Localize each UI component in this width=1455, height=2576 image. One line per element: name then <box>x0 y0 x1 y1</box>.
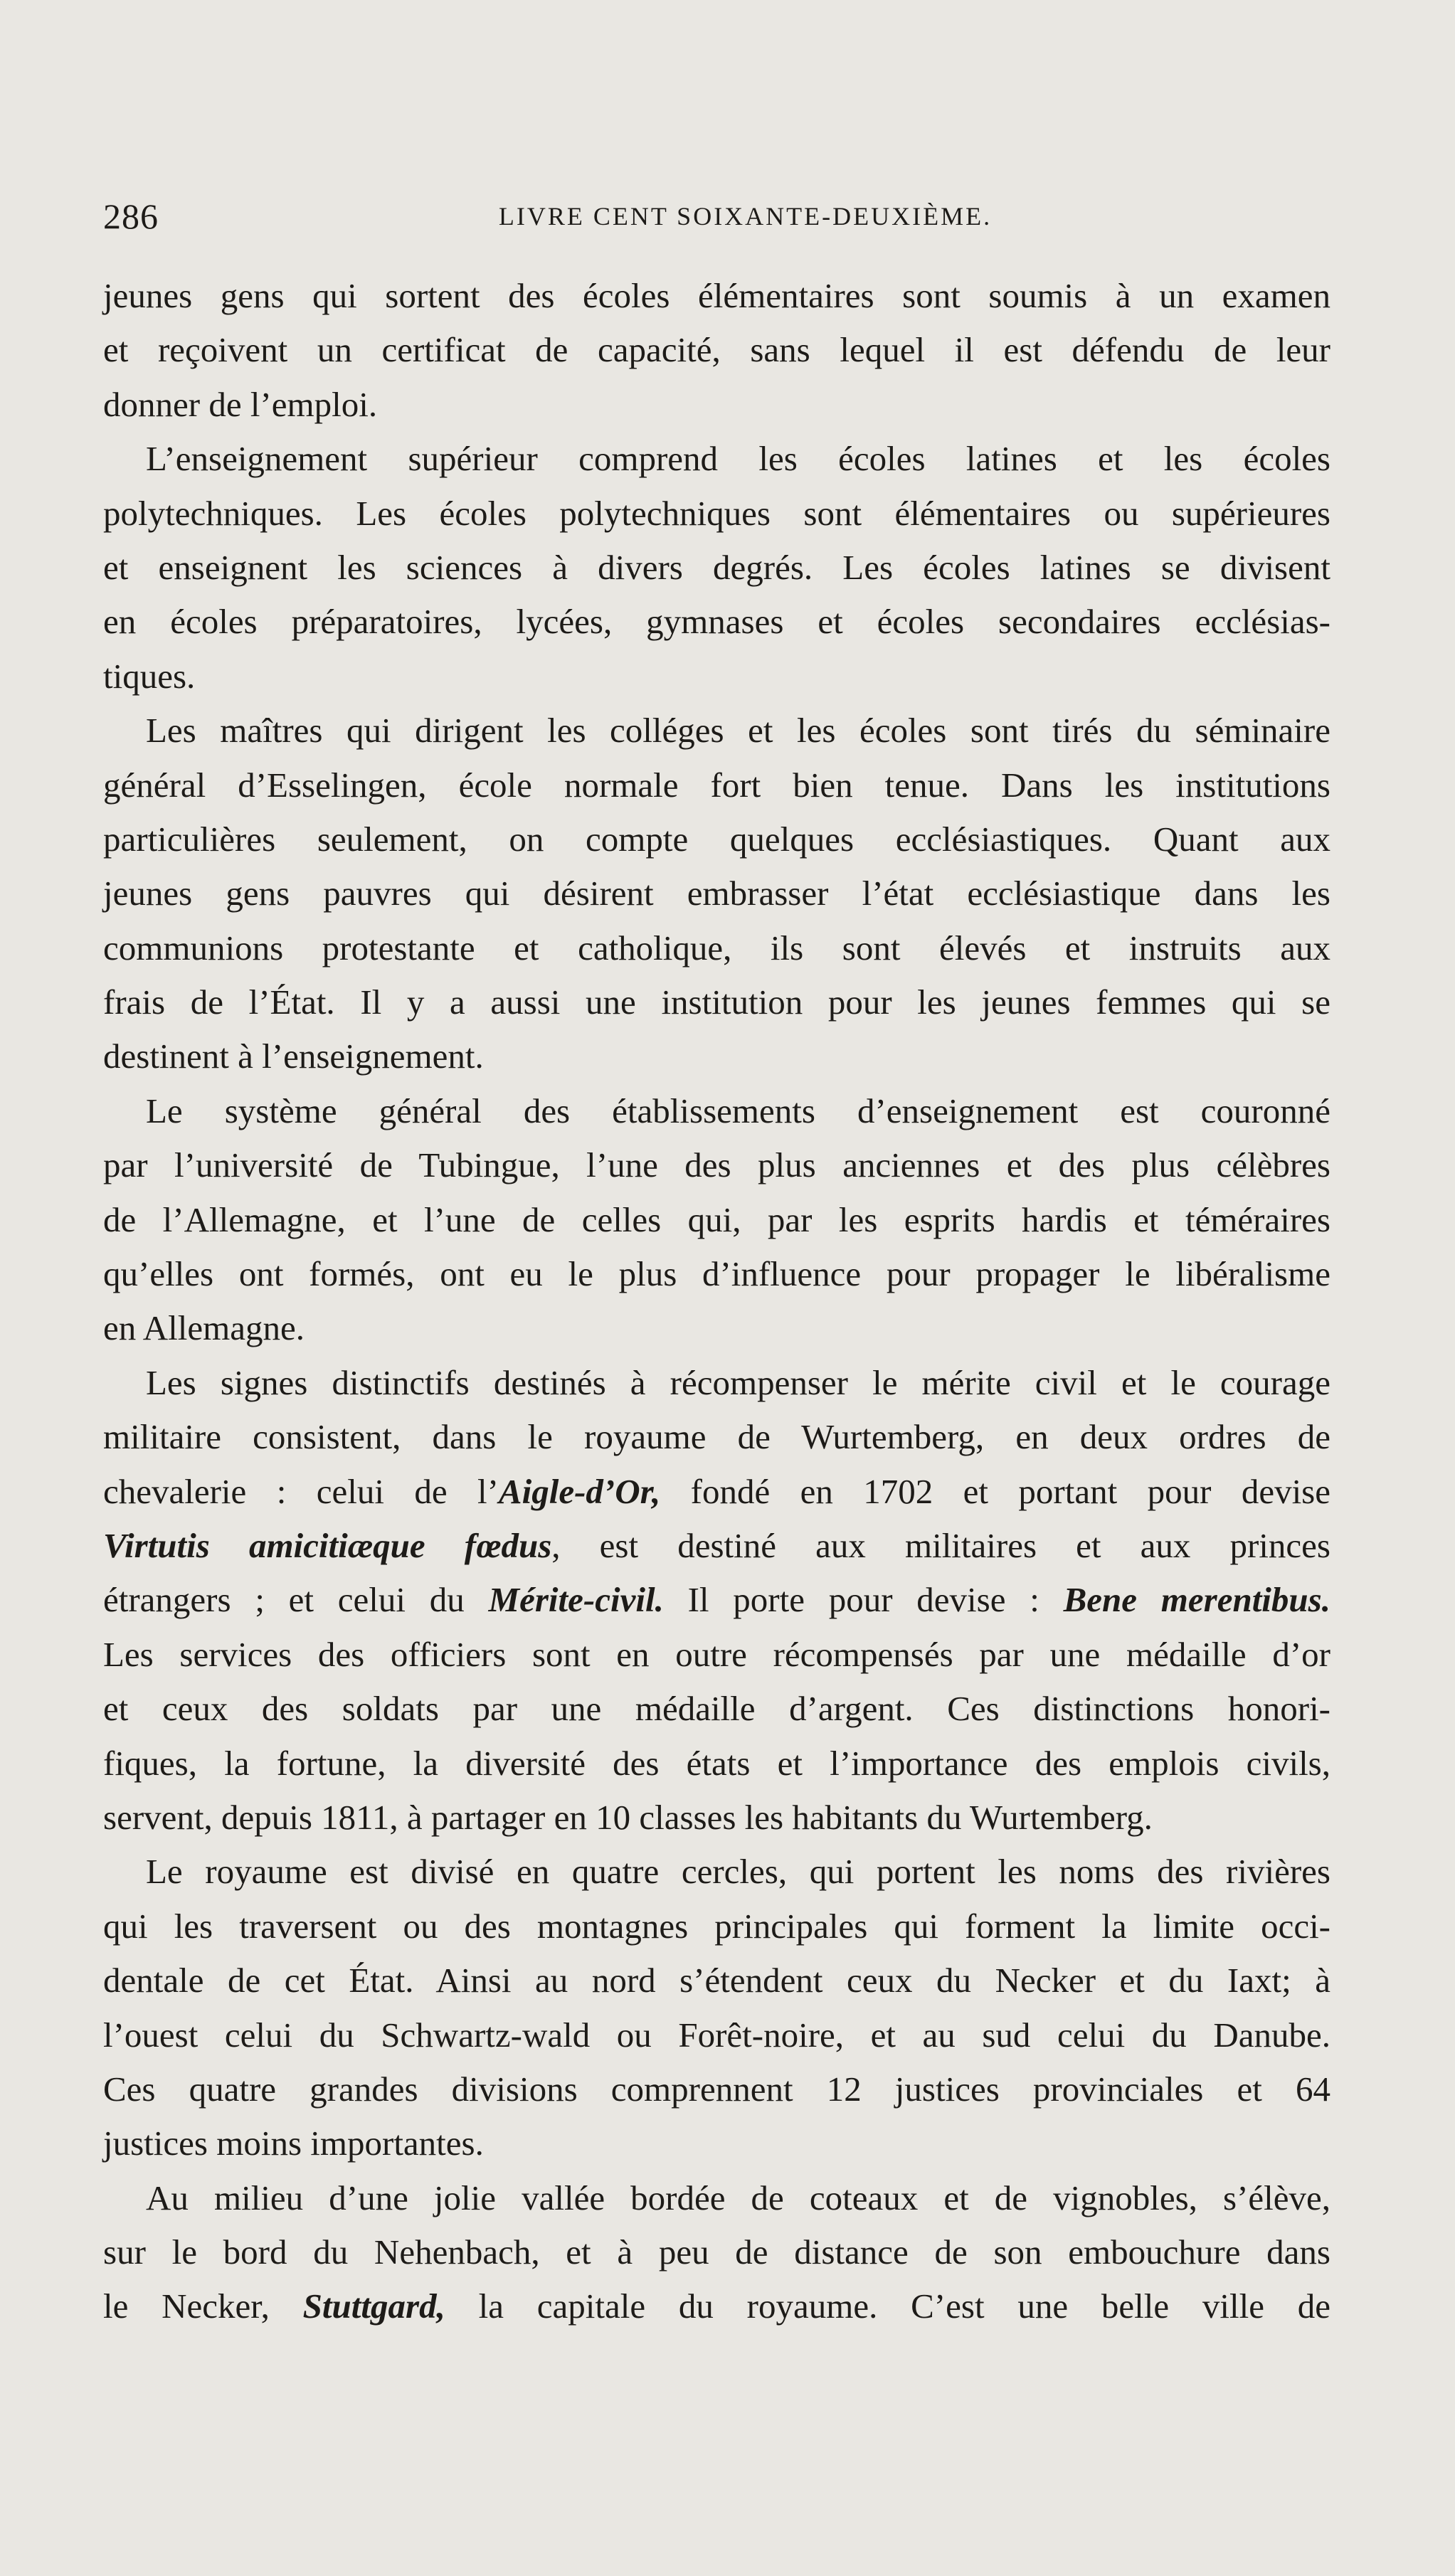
text-line: particulières seulement, on compte quelques ecclésiastiques. Quant aux <box>103 819 1330 859</box>
text-line: et reçoivent un certificat de capacité, sans lequel il est défendu de leur <box>103 330 1330 370</box>
text-line: général d’Esselingen, école normale fort bien tenue. Dans les institutions <box>103 765 1330 805</box>
text-line: Ces quatre grandes divisions comprennent 12 justices provinciales et 64 <box>103 2069 1330 2109</box>
emphasis-text: Stuttgard, <box>302 2286 445 2326</box>
text-line: tiques. <box>103 656 196 696</box>
text-line <box>103 1465 1330 1519</box>
text-line <box>103 2279 1330 2333</box>
text-line: Les maîtres qui dirigent les colléges et les écoles sont tirés du séminaire <box>146 711 1330 751</box>
text-line: fiques, la fortune, la diversité des états et l’importance des emplois civils, <box>103 1743 1330 1783</box>
text-line: sur le bord du Nehenbach, et à peu de distance de son embouchure dans <box>103 2232 1330 2272</box>
text-line: militaire consistent, dans le royaume de Wurtemberg, en deux ordres de <box>103 1417 1330 1457</box>
emphasis-text: Mérite-civil. <box>488 1580 664 1620</box>
text-line: servent, depuis 1811, à partager en 10 classes les habitants du Wurtemberg. <box>103 1797 1153 1837</box>
page-number: 286 <box>103 196 159 236</box>
text-line: communions protestante et catholique, ils sont élevés et instruits aux <box>103 928 1330 968</box>
text-line: Au milieu d’une jolie vallée bordée de coteaux et de vignobles, s’élève, <box>146 2178 1330 2217</box>
text-line <box>103 1519 1330 1573</box>
text-line: qui les traversent ou des montagnes principales qui forment la limite occi- <box>103 1906 1330 1946</box>
text-line: qu’elles ont formés, ont eu le plus d’influence pour propager le libéralisme <box>103 1254 1330 1294</box>
emphasis-text: Bene merentibus. <box>1063 1580 1330 1620</box>
text-run: le Necker, <box>103 2286 303 2326</box>
text-run: la capitale du royaume. C’est une belle ville de <box>445 2286 1330 2326</box>
text-line: par l’université de Tubingue, l’une des plus anciennes et des plus célèbres <box>103 1145 1330 1185</box>
text-line: Les signes distinctifs destinés à récompenser le mérite civil et le courage <box>146 1362 1330 1402</box>
text-line: justices moins importantes. <box>103 2124 484 2163</box>
text-line: jeunes gens qui sortent des écoles élémentaires sont soumis à un examen <box>103 276 1330 315</box>
text-run: chevalerie : celui de l’ <box>103 1471 499 1511</box>
text-line: en écoles préparatoires, lycées, gymnases et écoles secondaires ecclésias- <box>103 602 1330 642</box>
text-line: de l’Allemagne, et l’une de celles qui, par les esprits hardis et téméraires <box>103 1199 1330 1239</box>
text-line <box>103 1573 1330 1627</box>
text-line: Les services des officiers sont en outre récompensés par une médaille d’or <box>103 1634 1330 1674</box>
text-line: jeunes gens pauvres qui désirent embrasser l’état ecclésiastique dans les <box>103 874 1330 913</box>
text-line: frais de l’État. Il y a aussi une institution pour les jeunes femmes qui se <box>103 982 1330 1022</box>
body-text <box>103 269 1330 2334</box>
text-line: L’enseignement supérieur comprend les écoles latines et les écoles <box>146 439 1330 479</box>
text-line: et enseignent les sciences à divers degrés. Les écoles latines se divisent <box>103 547 1330 587</box>
text-line: polytechniques. Les écoles polytechniques sont élémentaires ou supérieures <box>103 493 1330 533</box>
emphasis-text: Virtutis amicitiæque fœdus <box>103 1525 552 1565</box>
text-line: donner de l’emploi. <box>103 384 378 424</box>
text-line: en Allemagne. <box>103 1308 305 1348</box>
text-line: l’ouest celui du Schwartz-wald ou Forêt-noire, et au sud celui du Danube. <box>103 2015 1330 2055</box>
text-run: Il porte pour devise : <box>663 1580 1064 1620</box>
page-header <box>103 196 1330 253</box>
text-run: étrangers ; et celui du <box>103 1580 489 1620</box>
running-title: LIVRE CENT SOIXANTE-DEUXIÈME. <box>498 202 993 230</box>
text-line: Le système général des établissements d’enseignement est couronné <box>146 1091 1330 1130</box>
text-run: fondé en 1702 et portant pour devise <box>660 1471 1330 1511</box>
text-run: , est destiné aux militaires et aux princes <box>551 1525 1330 1565</box>
text-line: destinent à l’enseignement. <box>103 1037 484 1076</box>
text-line: dentale de cet État. Ainsi au nord s’étendent ceux du Necker et du Iaxt; à <box>103 1961 1330 2000</box>
text-line: et ceux des soldats par une médaille d’argent. Ces distinctions honori- <box>103 1689 1330 1729</box>
emphasis-text: Aigle-d’Or, <box>498 1471 661 1511</box>
text-line: Le royaume est divisé en quatre cercles, qui portent les noms des rivières <box>146 1852 1330 1892</box>
